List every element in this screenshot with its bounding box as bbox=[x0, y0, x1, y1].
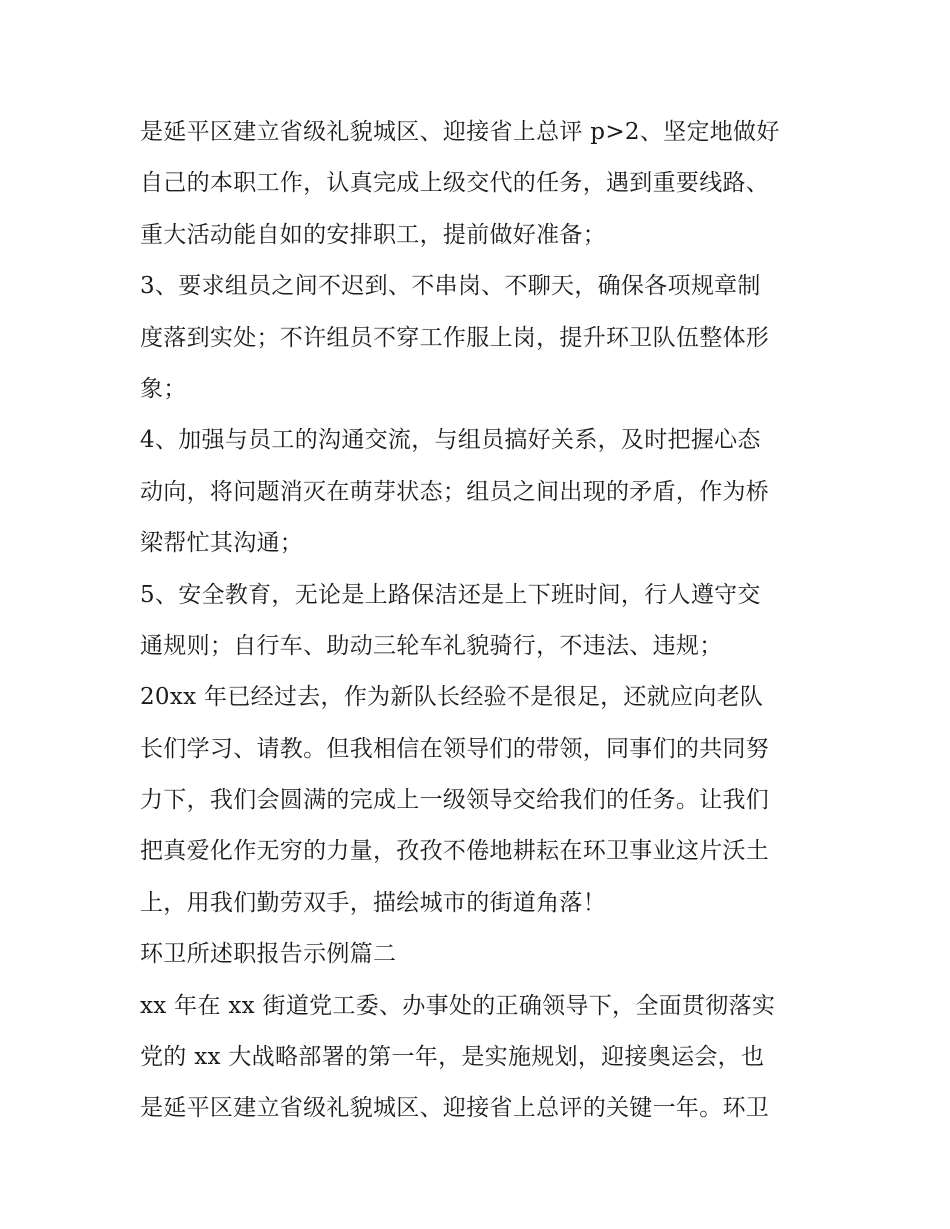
text-line: 是延平区建立省级礼貌城区、迎接省上总评 p>2、坚定地做好 bbox=[140, 119, 780, 145]
text-line: 长们学习、请教。但我相信在领导们的带领，同事们的共同努 bbox=[140, 735, 770, 762]
text-line: 4、加强与员工的沟通交流，与组员搞好关系，及时把握心态 bbox=[140, 427, 761, 454]
text-line: 重大活动能自如的安排职工，提前做好准备； bbox=[140, 221, 606, 248]
text-line: 5、安全教育，无论是上路保洁还是上下班时间，行人遵守交 bbox=[140, 581, 761, 608]
text-line: xx 年在 xx 街道党工委、办事处的正确领导下，全面贯彻落实 bbox=[140, 992, 776, 1019]
text-line: 自己的本职工作，认真完成上级交代的任务，遇到重要线路、 bbox=[140, 170, 770, 197]
text-line: 20xx 年已经过去，作为新队长经验不是很足，还就应向老队 bbox=[140, 684, 764, 711]
text-line: 把真爱化作无穷的力量，孜孜不倦地耕耘在环卫事业这片沃土 bbox=[140, 838, 770, 865]
text-line: 梁帮忙其沟通； bbox=[140, 530, 304, 557]
text-line: 3、要求组员之间不迟到、不串岗、不聊天，确保各项规章制 bbox=[140, 273, 761, 300]
text-line: 党的 xx 大战略部署的第一年，是实施规划，迎接奥运会，也 bbox=[140, 1044, 765, 1071]
text-line: 是延平区建立省级礼貌城区、迎接省上总评的关键一年。环卫 bbox=[140, 1095, 770, 1122]
text-line: 度落到实处；不许组员不穿工作服上岗，提升环卫队伍整体形 bbox=[140, 324, 770, 351]
text-line: 力下，我们会圆满的完成上一级领导交给我们的任务。让我们 bbox=[140, 787, 770, 814]
text-line: 象； bbox=[140, 375, 187, 402]
text-line: 动向，将问题消灭在萌芽状态；组员之间出现的矛盾，作为桥 bbox=[140, 478, 770, 505]
text-line: 通规则；自行车、助动三轮车礼貌骑行，不违法、违规； bbox=[140, 632, 723, 659]
document-body bbox=[140, 107, 820, 1135]
section-heading: 环卫所述职报告示例篇二 bbox=[140, 941, 397, 968]
text-line: 上，用我们勤劳双手，描绘城市的街道角落！ bbox=[140, 889, 606, 916]
